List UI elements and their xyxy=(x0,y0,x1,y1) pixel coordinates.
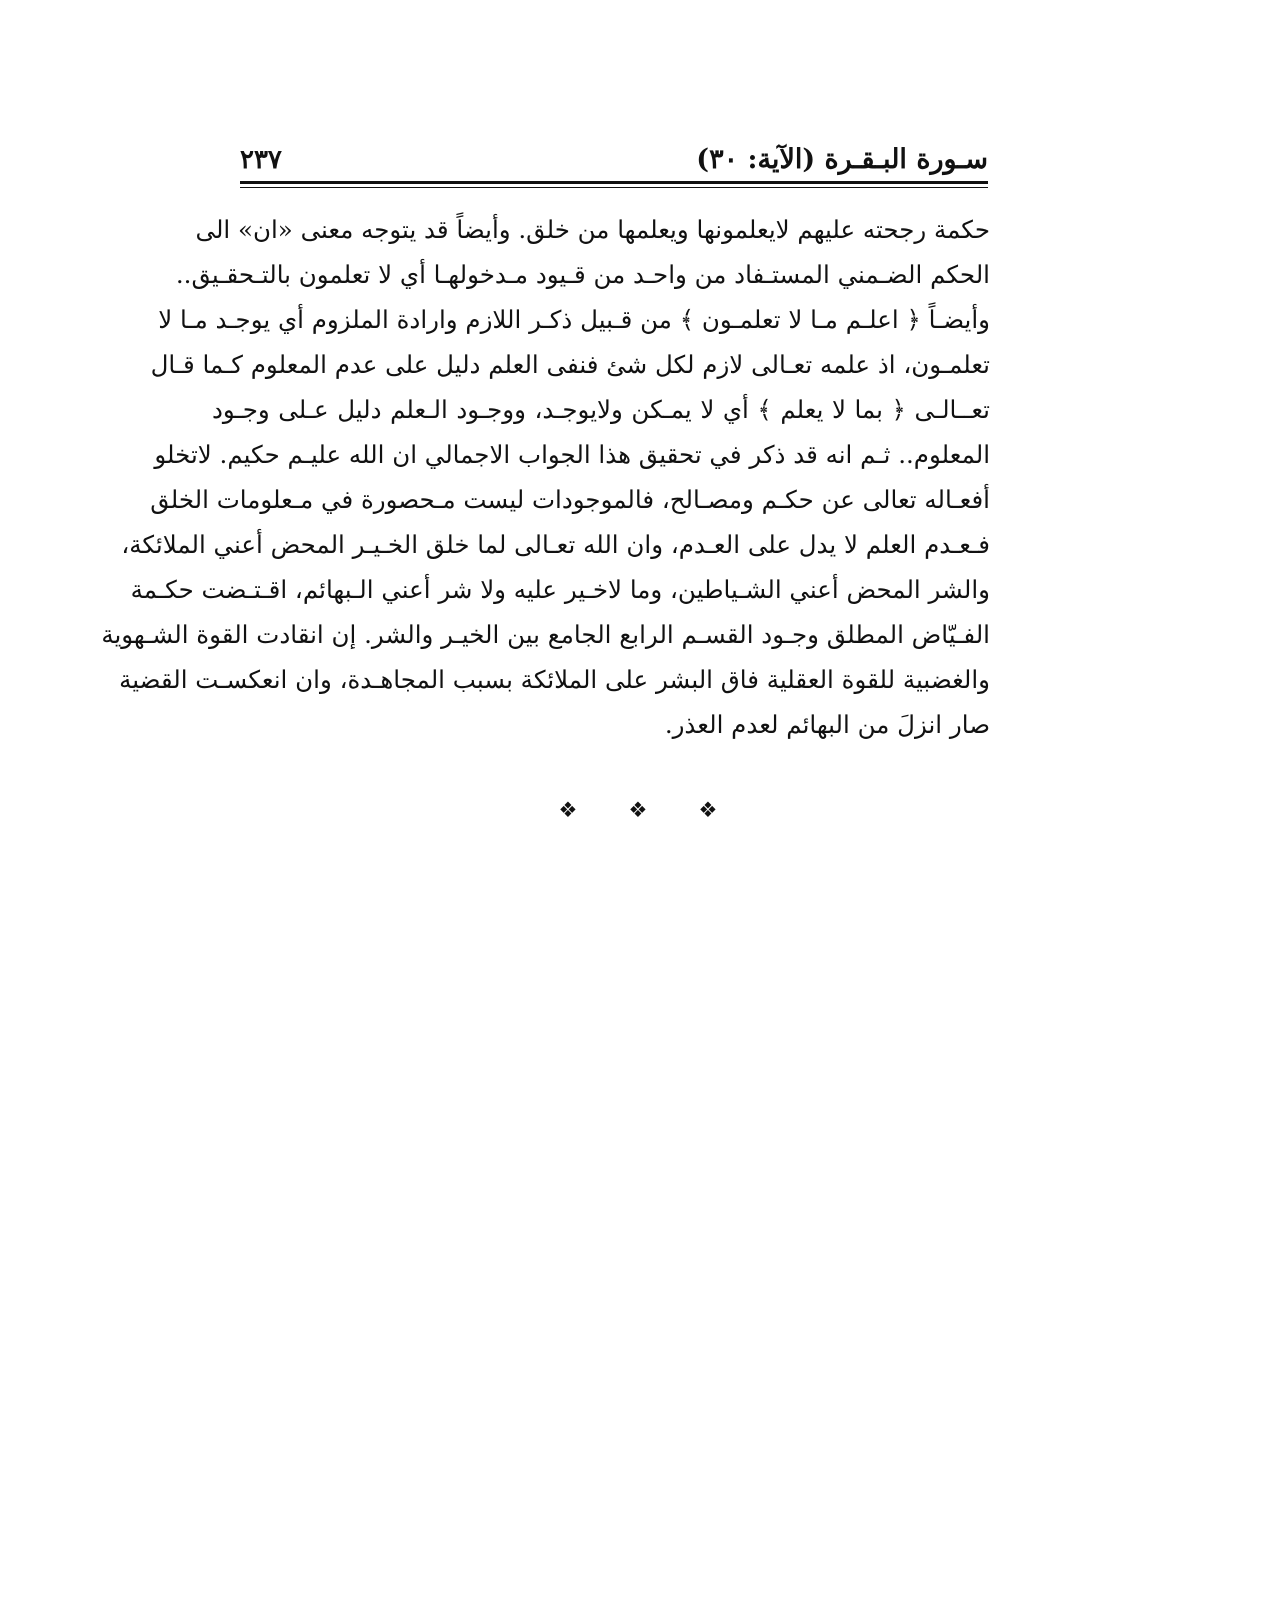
text-line: والشر المحض أعني الشـياطين، وما لاخـير عليه ولا شر أعني الـبهائم، اقـتـضت حكـمة xyxy=(130,575,990,604)
ornament-icon: ❖ xyxy=(628,798,648,822)
text-line: وأيضـاً ﴿ اعلـم مـا لا تعلمـون ﴾ من قـبيل ذكـر اللازم وارادة الملزوم أي يوجـد مـا لا xyxy=(158,305,990,334)
header-rule-thin xyxy=(240,187,988,188)
page-number: ٢٣٧ xyxy=(240,145,282,175)
text-line: الحكم الضـمني المستـفاد من واحـد من قـيود مـدخولهـا أي لا تعلمون بالتـحقـيق.. xyxy=(175,260,990,289)
body-text xyxy=(101,207,990,747)
text-line: تعلمـون، اذ علمه تعـالى لازم لكل شئ فنفى العلم دليل على عدم المعلوم كـما قـال xyxy=(150,350,990,379)
text-line: أفعـاله تعالى عن حكـم ومصـالح، فالموجودات ليست مـحصورة في مـعلومات الخلق xyxy=(150,485,990,514)
text-line: والغضبية للقوة العقلية فاق البشر على الملائكة بسبب المجاهـدة، وان انعكسـت القضية xyxy=(119,665,990,694)
page-header xyxy=(240,140,988,182)
section-divider xyxy=(0,793,1275,827)
text-line: فـعـدم العلم لا يدل على العـدم، وان الله تعـالى لما خلق الخـيـر المحض أعني الملائكة، xyxy=(121,530,990,559)
text-line: صار انزلَ من البهائم لعدم العذر. xyxy=(664,710,990,739)
header-rule-thick xyxy=(240,181,988,184)
ornament-icon: ❖ xyxy=(558,798,578,822)
text-line: حكمة رجحته عليهم لايعلمونها ويعلمها من خلق. وأيضاً قد يتوجه معنى «ان» الى xyxy=(195,215,990,244)
text-line: المعلوم.. ثـم انه قد ذكر في تحقيق هذا الجواب الاجمالي ان الله عليـم حكيم. لاتخلو xyxy=(154,440,990,469)
running-title: سـورة البـقـرة (الآية: ٣٠) xyxy=(696,144,988,175)
text-line: الفـيّاض المطلق وجـود القسـم الرابع الجامع بين الخيـر والشر. إن انقادت القوة الشـهوية xyxy=(101,620,990,649)
ornament-icon: ❖ xyxy=(698,798,718,822)
text-line: تعــالـى ﴿ بما لا يعلم ﴾ أي لا يمـكن ولايوجـد، ووجـود الـعلم دليل عـلى وجـود xyxy=(212,395,990,424)
